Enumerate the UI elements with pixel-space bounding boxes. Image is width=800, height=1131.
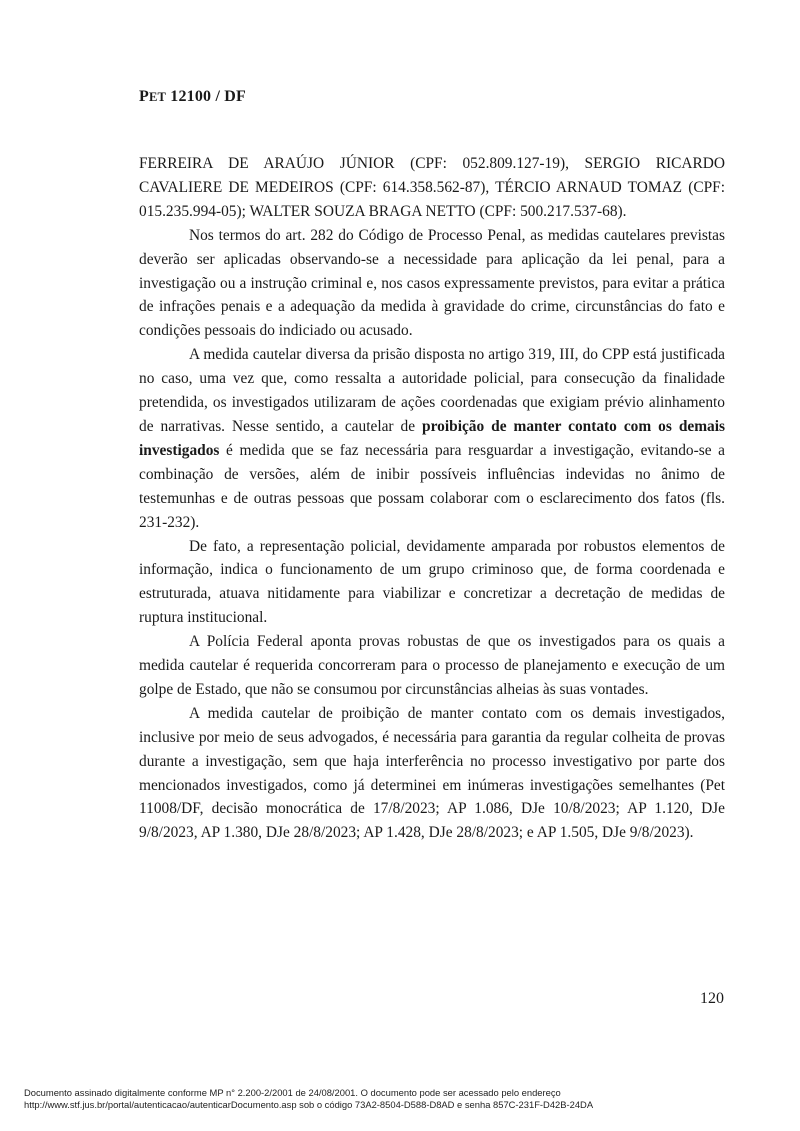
page-header [139,88,246,106]
paragraph-4: De fato, a representação policial, devidamente amparada por robustos elementos de informação, indica o funcionamento de um grupo criminoso que, de forma coordenada e estruturada, atuava nitidamente para viabilizar e concretizar a decretação de medidas de ruptura institucional. [139,537,725,627]
document-body [139,152,725,845]
header-case-number: 12100 / DF [166,88,247,105]
paragraph-3-bold: proibição de manter contato com os demais investigados [139,417,725,459]
paragraph-2: Nos termos do art. 282 do Código de Processo Penal, as medidas cautelares previstas deverão ser aplicadas observando-se a necessidade para aplicação da lei penal, para a investigação ou a instrução criminal e, nos casos expressamente previstos, para evitar a prática de infrações penais e a adequação da medida à gravidade do crime, circunstâncias do fato e condições pessoais do indiciado ou acusado. [139,226,725,340]
paragraph-1: FERREIRA DE ARAÚJO JÚNIOR (CPF: 052.809.127-19), SERGIO RICARDO CAVALIERE DE MEDEIROS (CPF: 614.358.562-87), TÉRCIO ARNAUD TOMAZ (CPF: 015.235.994-05); WALTER SOUZA BRAGA NETTO (CPF: 500.217.537-68). [139,155,725,220]
header-prefix-rest: ET [148,90,167,104]
footer-line-2: http://www.stf.jus.br/portal/autenticacao/autenticarDocumento.asp sob o código 73A2-8504-D588-D8AD e senha 857C-231F-D42B-24DA [24,1099,594,1110]
paragraph-3-before: A medida cautelar diversa da prisão disposta no artigo 319, III, do CPP está justificada no caso, uma vez que, como ressalta a autoridade policial, para consecução da finalidade pretendida, os investigados utilizaram de ações coordenadas que exigiam prévio alinhamento de narrativas. Nesse sentido, a cautelar de [139,346,725,435]
header-prefix-cap: P [139,88,149,105]
paragraph-3-after: é medida que se faz necessária para resguardar a investigação, evitando-se a combinação de versões, além de inibir possíveis influências indevidas no ânimo de testemunhas e de outras pessoas que possam colaborar com o esclarecimento dos fatos (fls. 231-232). [139,441,725,531]
footer-line-1: Documento assinado digitalmente conforme MP n° 2.200-2/2001 de 24/08/2001. O documento pode ser acessado pelo endereço [24,1087,561,1098]
paragraph-6: A medida cautelar de proibição de manter contato com os demais investigados, inclusive por meio de seus advogados, é necessária para garantia da regular colheita de provas durante a investigação, sem que haja interferência no processo investigativo por parte dos mencionados investigados, como já determinei em inúmeras investigações semelhantes (Pet 11008/DF, decisão monocrática de 17/8/2023; AP 1.086, DJe 10/8/2023; AP 1.120, DJe 9/8/2023, AP 1.380, DJe 28/8/2023; AP 1.428, DJe 28/8/2023; e AP 1.505, DJe 9/8/2023). [139,704,725,842]
signature-footer [24,1087,784,1111]
paragraph-3 [139,343,725,534]
paragraph-5: A Polícia Federal aponta provas robustas de que os investigados para os quais a medida cautelar é requerida concorreram para o processo de planejamento e execução de um golpe de Estado, que não se consumou por circunstâncias alheias às suas vontades. [139,633,725,698]
page-number: 120 [700,990,724,1007]
